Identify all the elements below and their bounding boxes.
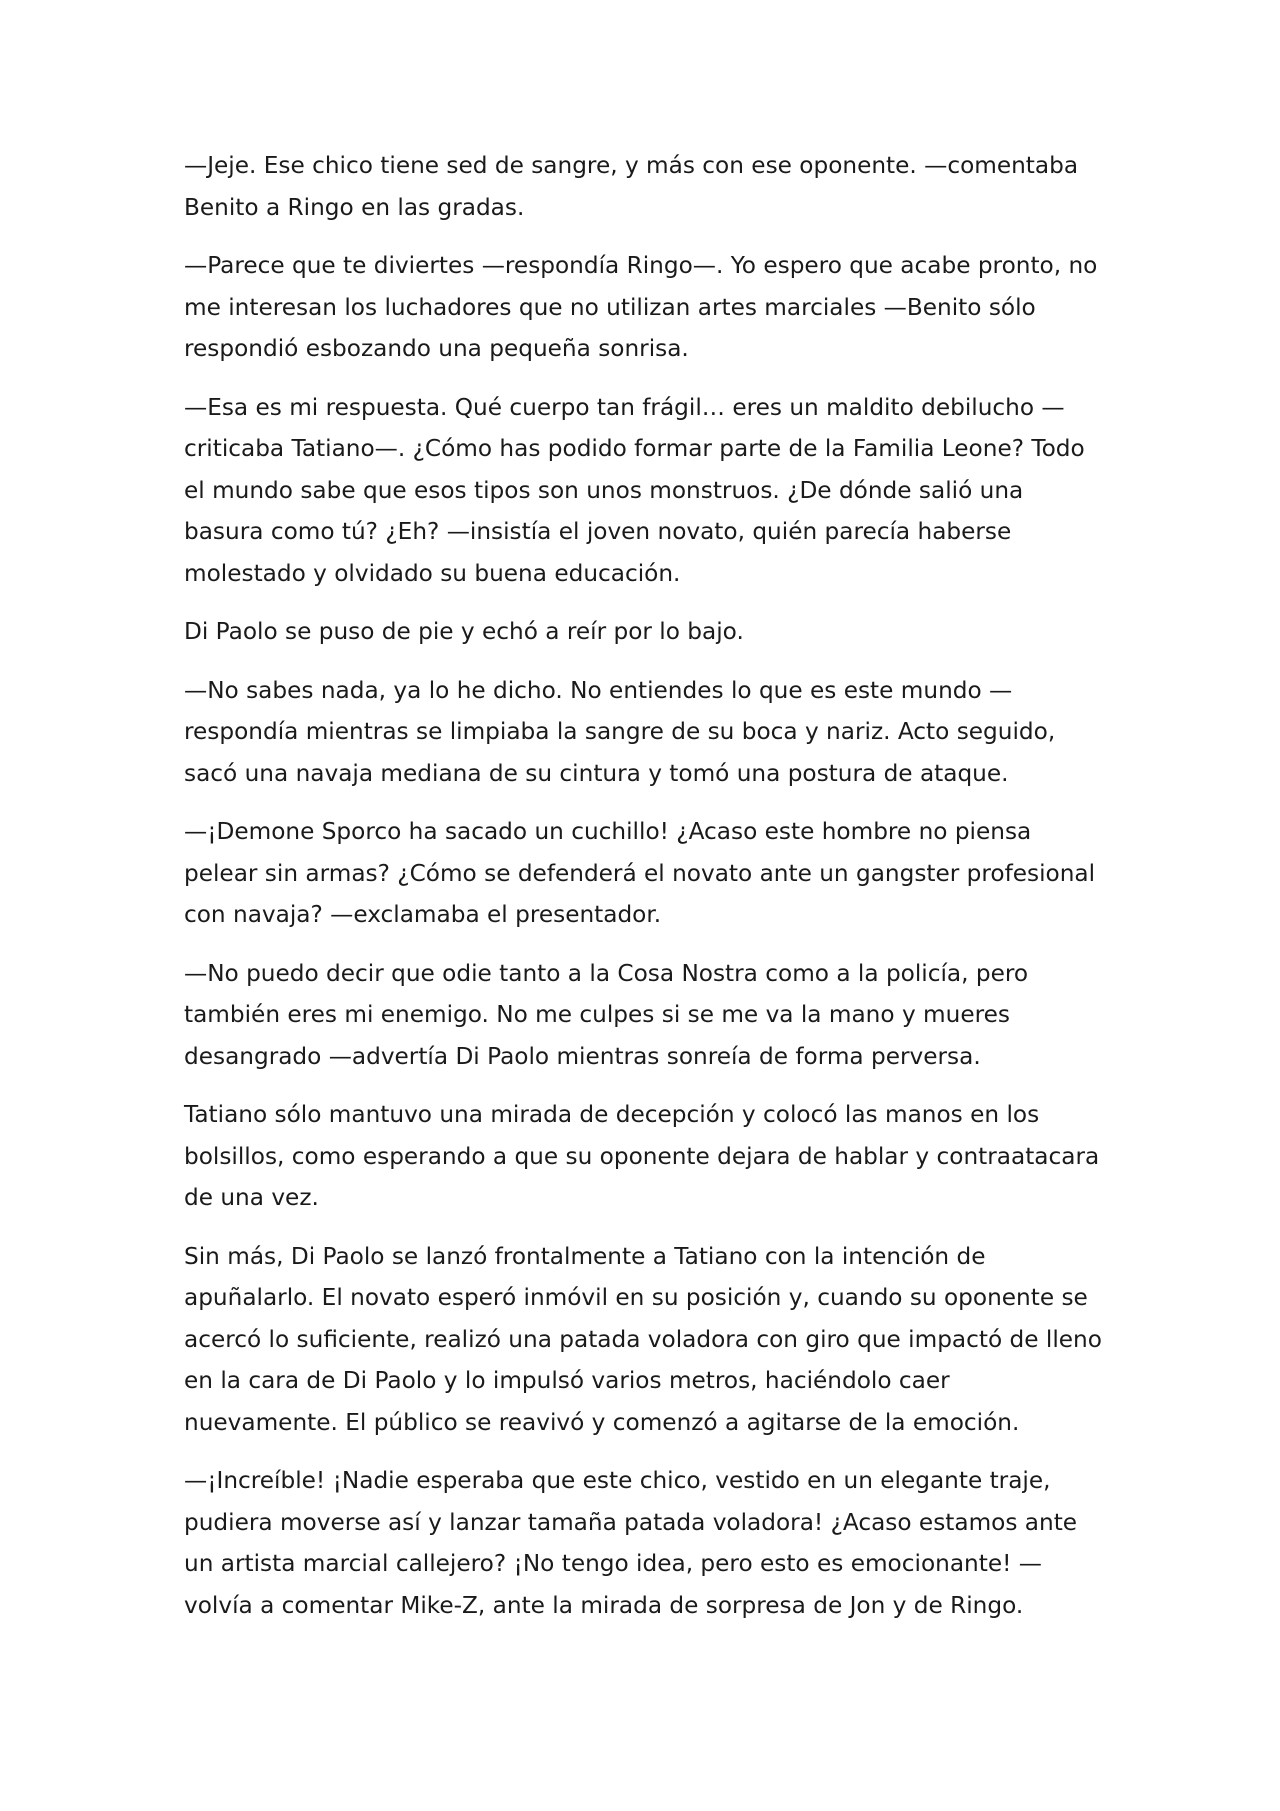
paragraph: —No puedo decir que odie tanto a la Cosa Nostra como a la policía, pero también eres mi enemigo. No me culpes si se me va la mano y mueres desangrado —advertía Di Paolo mientras sonreía de forma perversa. bbox=[184, 959, 1029, 1070]
paragraph: —Parece que te diviertes —respondía Ringo—. Yo espero que acabe pronto, no me interesan los luchadores que no utilizan artes marciales —Benito sólo respondió esbozando una pequeña sonrisa. bbox=[184, 252, 1098, 362]
paragraph: —Jeje. Ese chico tiene sed de sangre, y más con ese oponente. —comentaba Benito a Ringo en las gradas. bbox=[184, 152, 1079, 221]
paragraph: —No sabes nada, ya lo he dicho. No entiendes lo que es este mundo —respondía mientras se limpiaba la sangre de su boca y nariz. Acto seguido, sacó una navaja mediana de su cintura y tomó una postura de ataque. bbox=[184, 676, 1056, 787]
paragraph: Sin más, Di Paolo se lanzó frontalmente a Tatiano con la intención de apuñalarlo. El novato esperó inmóvil en su posición y, cuando su oponente se acercó lo suficiente, realizó una patada voladora con giro que impactó de lleno en la cara de Di Paolo y lo impulsó varios metros, haciéndolo caer nuevamente. El público se reavivó y comenzó a agitarse de la emoción. bbox=[184, 1242, 1102, 1436]
paragraph: —¡Increíble! ¡Nadie esperaba que este chico, vestido en un elegante traje, pudiera moverse así y lanzar tamaña patada voladora! ¿Acaso estamos ante un artista marcial callejero? ¡No tengo idea, pero esto es emocionante! —volvía a comentar Mike-Z, ante la mirada de sorpresa de Jon y de Ringo. bbox=[184, 1467, 1078, 1619]
paragraph: Tatiano sólo mantuvo una mirada de decepción y colocó las manos en los bolsillos, como esperando a que su oponente dejara de hablar y contraatacara de una vez. bbox=[184, 1101, 1100, 1211]
document-body bbox=[184, 145, 1104, 1626]
paragraph: Di Paolo se puso de pie y echó a reír por lo bajo. bbox=[184, 618, 744, 645]
paragraph: —Esa es mi respuesta. Qué cuerpo tan frágil… eres un maldito debilucho —criticaba Tatiano—. ¿Cómo has podido formar parte de la Familia Leone? Todo el mundo sabe que esos tipos son unos monstruos. ¿De dónde salió una basura como tú? ¿Eh? —insistía el joven novato, quién parecía haberse molestado y olvidado su buena educación. bbox=[184, 393, 1085, 587]
paragraph: —¡Demone Sporco ha sacado un cuchillo! ¿Acaso este hombre no piensa pelear sin armas? ¿Cómo se defenderá el novato ante un gangster profesional con navaja? —exclamaba el presentador. bbox=[184, 818, 1096, 928]
